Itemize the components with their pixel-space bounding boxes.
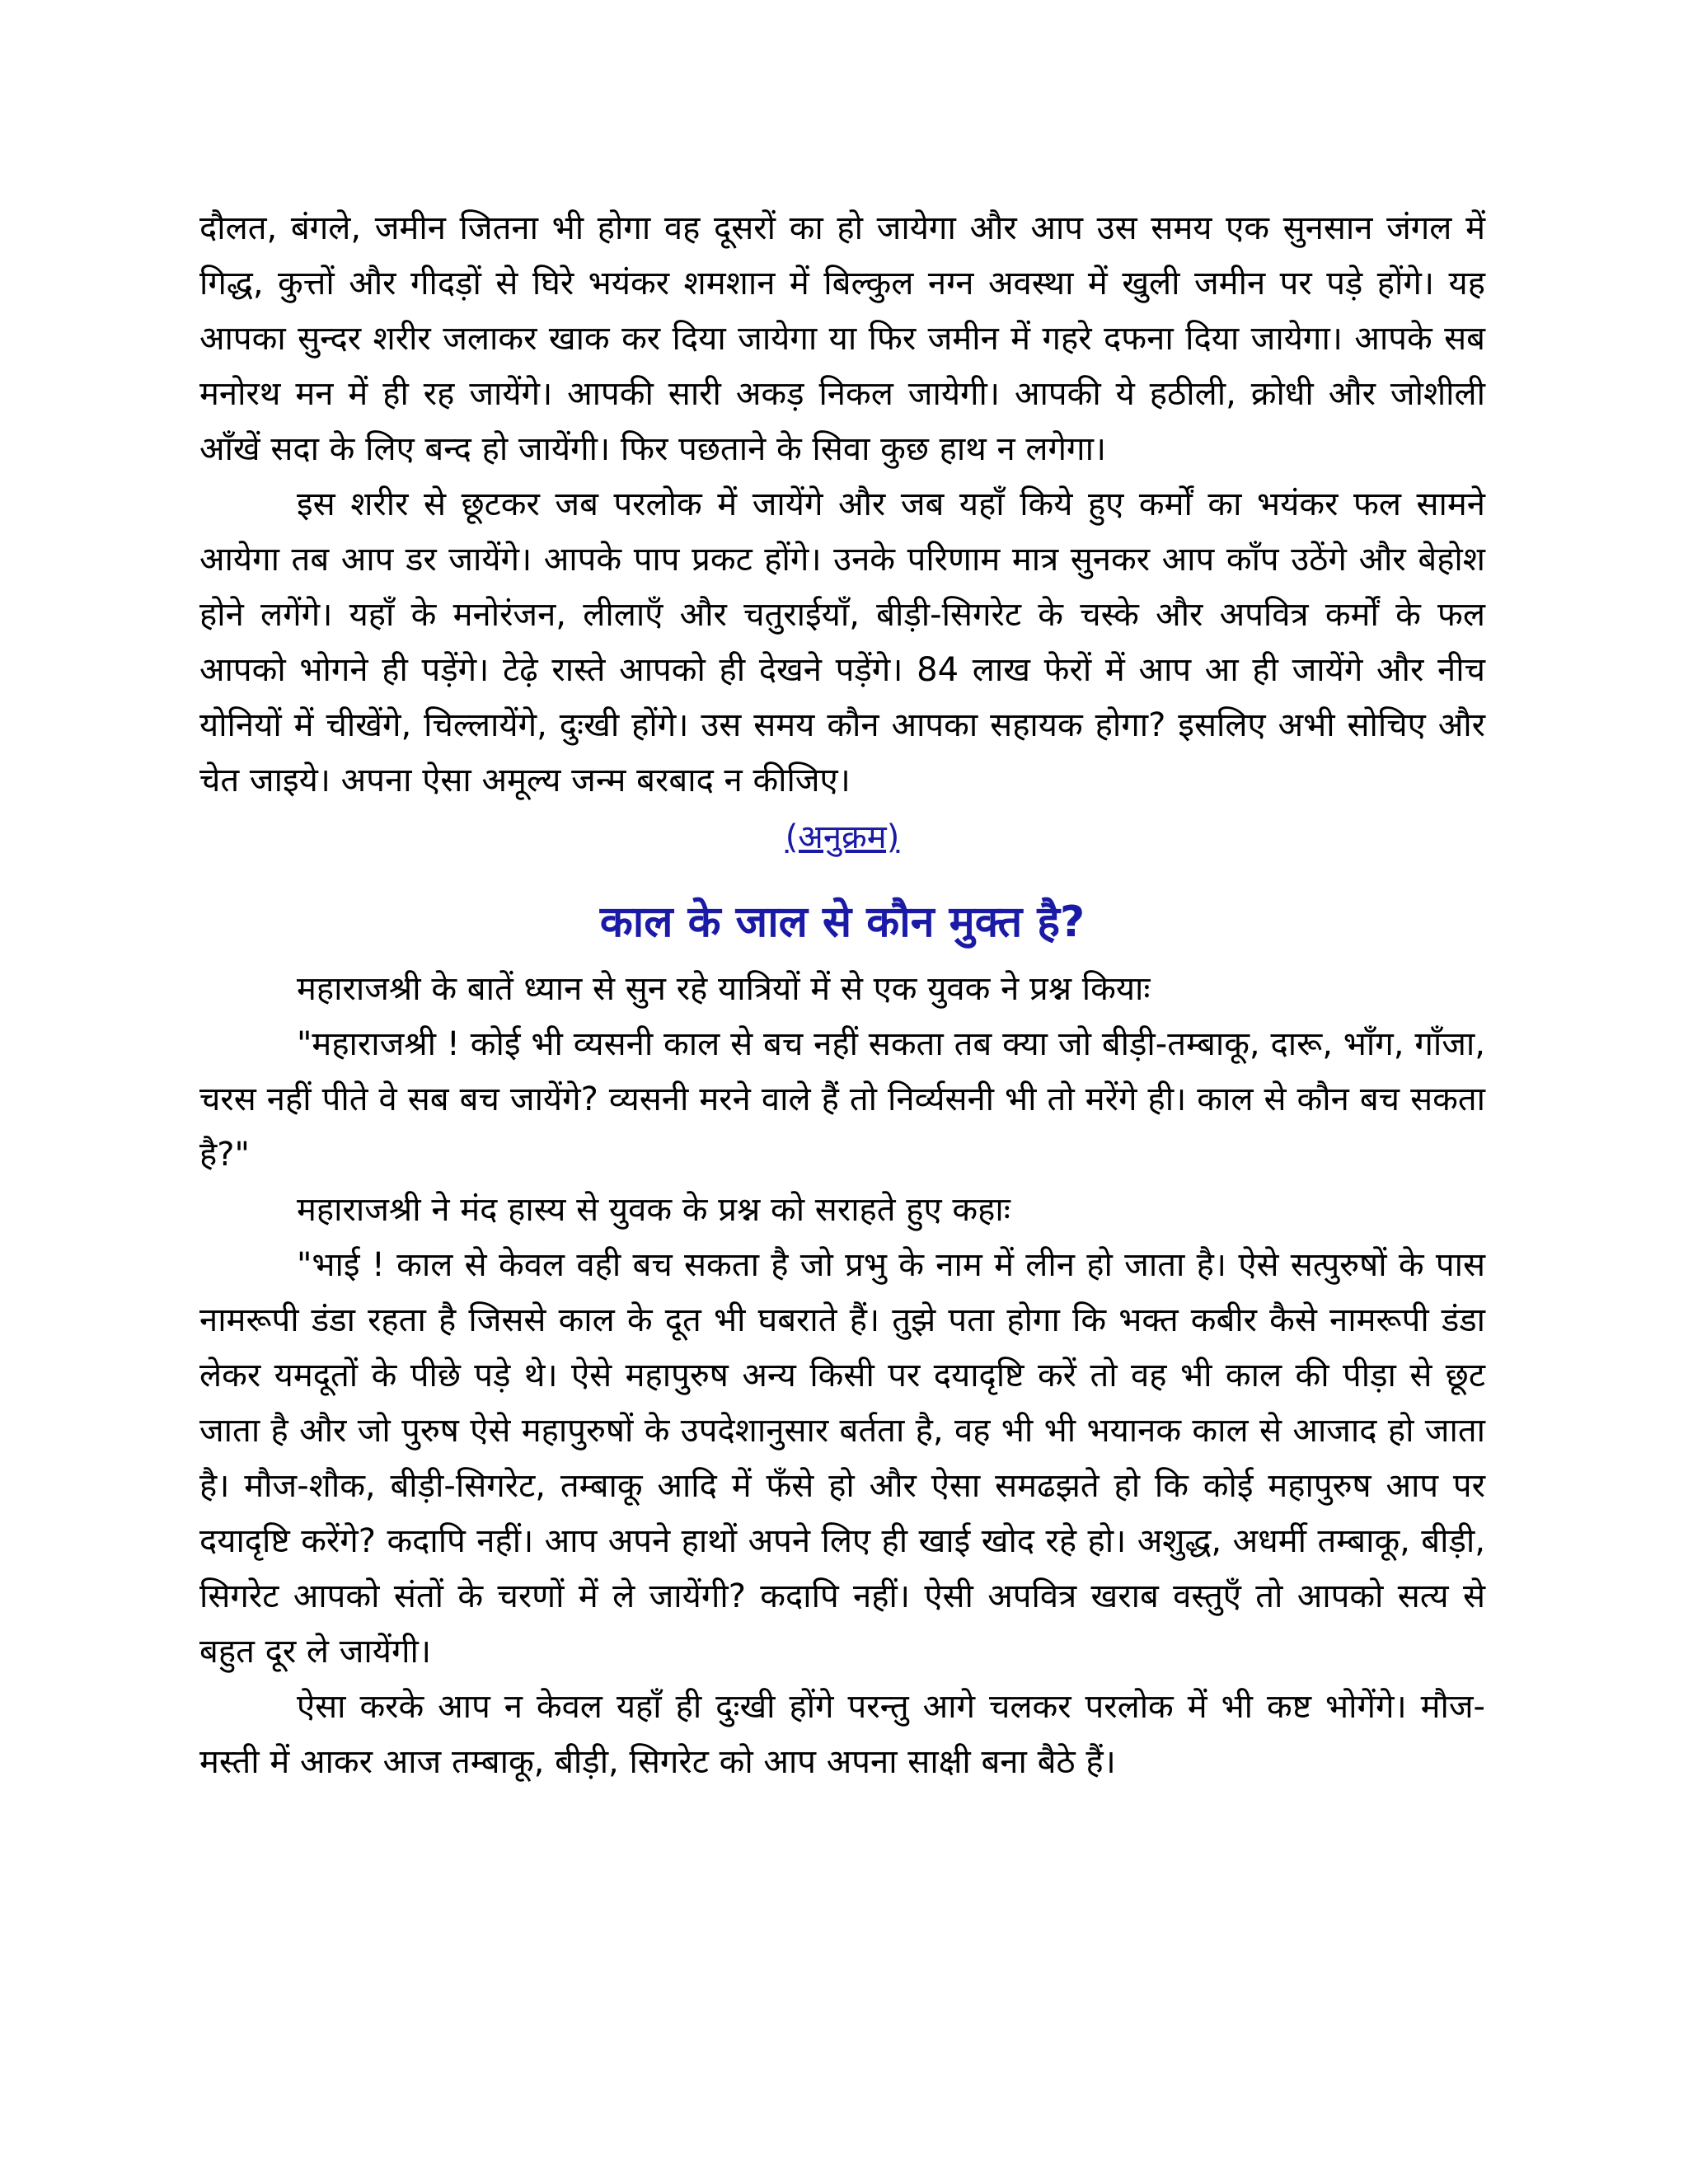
paragraph: दौलत, बंगले, जमीन जितना भी होगा वह दूसरों का हो जायेगा और आप उस समय एक सुनसान जंगल में गिद्ध, कुत्तों और गीदड़ों से घिरे भयंकर शमशान में बिल्कुल नग्न अवस्था में खुली जमीन पर पड़े होंगे। यह आपका सुन्दर शरीर जलाकर खाक कर दिया जायेगा या फिर जमीन में गहरे दफना दिया जायेगा। आपके सब मनोरथ मन में ही रह जायेंगे। आपकी सारी अकड़ निकल जायेगी। आपकी ये हठीली, क्रोधी और जोशीली आँखें सदा के लिए बन्द हो जायेंगी। फिर पछताने के सिवा कुछ हाथ न लगेगा। — [199, 209, 1485, 468]
contents-link[interactable]: (अनुक्रम) — [785, 818, 900, 856]
paragraph: "भाई ! काल से केवल वही बच सकता है जो प्रभु के नाम में लीन हो जाता है। ऐसे सत्पुरुषों के पास नामरूपी डंडा रहता है जिससे काल के दूत भी घबराते हैं। तुझे पता होगा कि भक्त कबीर कैसे नामरूपी डंडा लेकर यमदूतों के पीछे पड़े थे। ऐसे महापुरुष अन्य किसी पर दयादृष्टि करें तो वह भी काल की पीड़ा से छूट जाता है और जो पुरुष ऐसे महापुरुषों के उपदेशानुसार बर्तता है, वह भी भी भयानक काल से आजाद हो जाता है। मौज-शौक, बीड़ी-सिगरेट, तम्बाकू आदि में फँसे हो और ऐसा समढझते हो कि कोई महापुरुष आप पर दयादृष्टि करेंगे? कदापि नहीं। आप अपने हाथों अपने लिए ही खाई खोद रहे हो। अशुद्ध, अधर्मी तम्बाकू, बीड़ी, सिगरेट आपको संतों के चरणों में ले जायेंगी? कदापि नहीं। ऐसी अपवित्र खराब वस्तुएँ तो आपको सत्य से बहुत दूर ले जायेंगी। — [199, 1246, 1485, 1671]
paragraph: महाराजश्री के बातें ध्यान से सुन रहे यात्रियों में से एक युवक ने प्रश्न कियाः — [297, 970, 1151, 1008]
document-page — [199, 201, 1485, 1790]
paragraph: ऐसा करके आप न केवल यहाँ ही दुःखी होंगे परन्तु आगे चलकर परलोक में भी कष्ट भोगेंगे। मौज-मस्ती में आकर आज तम्बाकू, बीड़ी, सिगरेट को आप अपना साक्षी बना बैठे हैं। — [199, 1688, 1485, 1781]
paragraph-group-bottom — [199, 962, 1485, 1790]
section-heading: काल के जाल से कौन मुक्त है? — [599, 898, 1085, 947]
paragraph-group-top — [199, 201, 1485, 808]
paragraph: इस शरीर से छूटकर जब परलोक में जायेंगे और जब यहाँ किये हुए कर्मों का भयंकर फल सामने आयेगा तब आप डर जायेंगे। आपके पाप प्रकट होंगे। उनके परिणाम मात्र सुनकर आप काँप उठेंगे और बेहोश होने लगेंगे। यहाँ के मनोरंजन, लीलाएँ और चतुराईयाँ, बीड़ी-सिगरेट के चस्के और अपवित्र कर्मों के फल आपको भोगने ही पड़ेंगे। टेढ़े रास्ते आपको ही देखने पड़ेंगे। 84 लाख फेरों में आप आ ही जायेंगे और नीच योनियों में चीखेंगे, चिल्लायेंगे, दुःखी होंगे। उस समय कौन आपका सहायक होगा? इसलिए अभी सोचिए और चेत जाइये। अपना ऐसा अमूल्य जन्म बरबाद न कीजिए। — [199, 485, 1485, 799]
paragraph: "महाराजश्री ! कोई भी व्यसनी काल से बच नहीं सकता तब क्या जो बीड़ी-तम्बाकू, दारू, भाँग, गाँजा, चरस नहीं पीते वे सब बच जायेंगे? व्यसनी मरने वाले हैं तो निर्व्यसनी भी तो मरेंगे ही। काल से कौन बच सकता है?" — [199, 1025, 1485, 1174]
nav-link-row — [199, 810, 1485, 868]
paragraph: महाराजश्री ने मंद हास्य से युवक के प्रश्न को सराहते हुए कहाः — [297, 1191, 1010, 1229]
